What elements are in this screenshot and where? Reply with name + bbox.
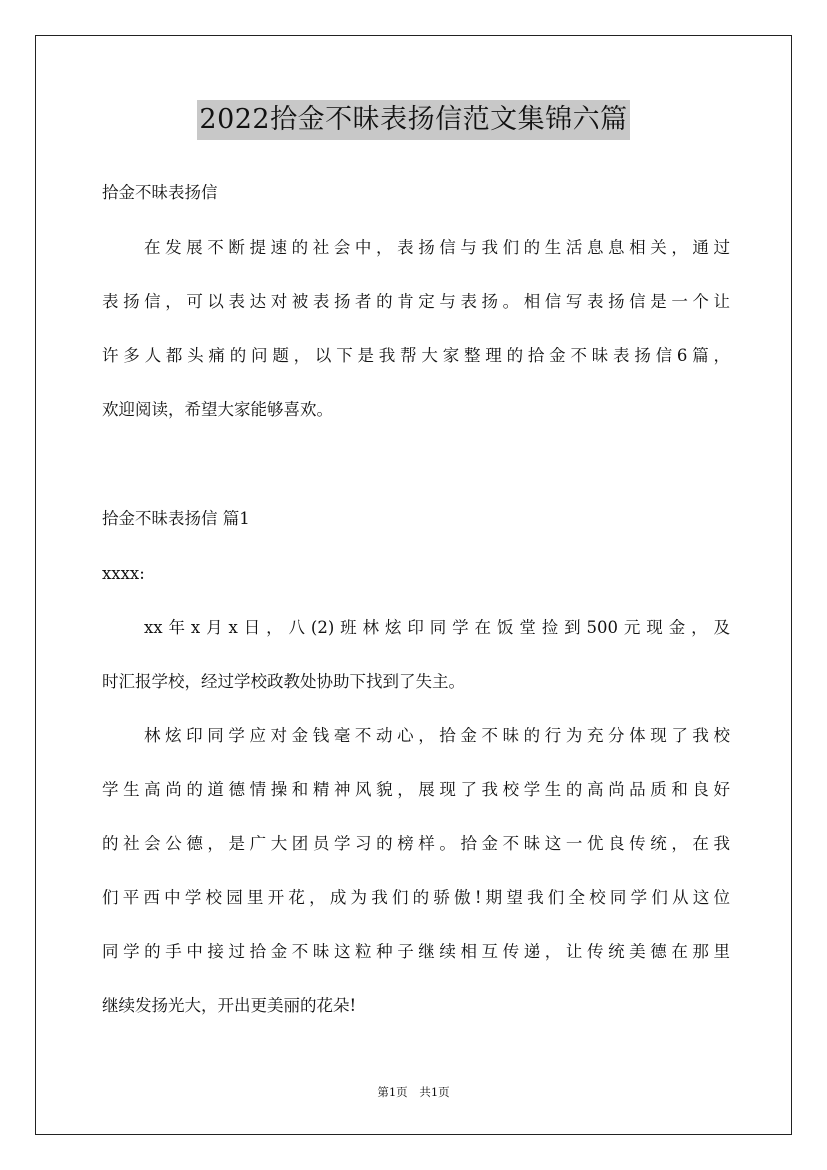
para2-line-1: 林炫印同学应对金钱毫不动心，拾金不昧的行为充分体现了我校 xyxy=(144,726,730,745)
para2-line-4: 们平西中学校园里开花，成为我们的骄傲!期望我们全校同学们从这位 xyxy=(102,888,730,907)
salutation: xxxx: xyxy=(102,564,145,583)
title-container xyxy=(0,100,827,140)
section-heading: 拾金不昧表扬信 篇1 xyxy=(102,509,250,528)
document-title: 2022拾金不昧表扬信范文集锦六篇 xyxy=(197,100,629,140)
intro-heading: 拾金不昧表扬信 xyxy=(102,183,218,202)
page-number: 第1页 xyxy=(377,1085,408,1099)
para2-line-6: 继续发扬光大，开出更美丽的花朵! xyxy=(102,996,357,1015)
intro-line-3: 许多人都头痛的问题，以下是我帮大家整理的拾金不昧表扬信6篇， xyxy=(102,346,730,365)
intro-line-1: 在发展不断提速的社会中，表扬信与我们的生活息息相关，通过 xyxy=(144,238,730,257)
para2-line-2: 学生高尚的道德情操和精神风貌，展现了我校学生的高尚品质和良好 xyxy=(102,780,730,799)
page-total: 共1页 xyxy=(419,1085,450,1099)
para1-line-2: 时汇报学校，经过学校政教处协助下找到了失主。 xyxy=(102,672,465,691)
page-footer xyxy=(0,1084,827,1100)
para2-line-5: 同学的手中接过拾金不昧这粒种子继续相互传递，让传统美德在那里 xyxy=(102,942,730,961)
intro-line-2: 表扬信，可以表达对被表扬者的肯定与表扬。相信写表扬信是一个让 xyxy=(102,292,730,311)
intro-line-4: 欢迎阅读，希望大家能够喜欢。 xyxy=(102,400,333,419)
para2-line-3: 的社会公德，是广大团员学习的榜样。拾金不昧这一优良传统，在我 xyxy=(102,834,730,853)
para1-line-1: xx年x月x日，八(2)班林炫印同学在饭堂捡到500元现金，及 xyxy=(144,618,730,637)
